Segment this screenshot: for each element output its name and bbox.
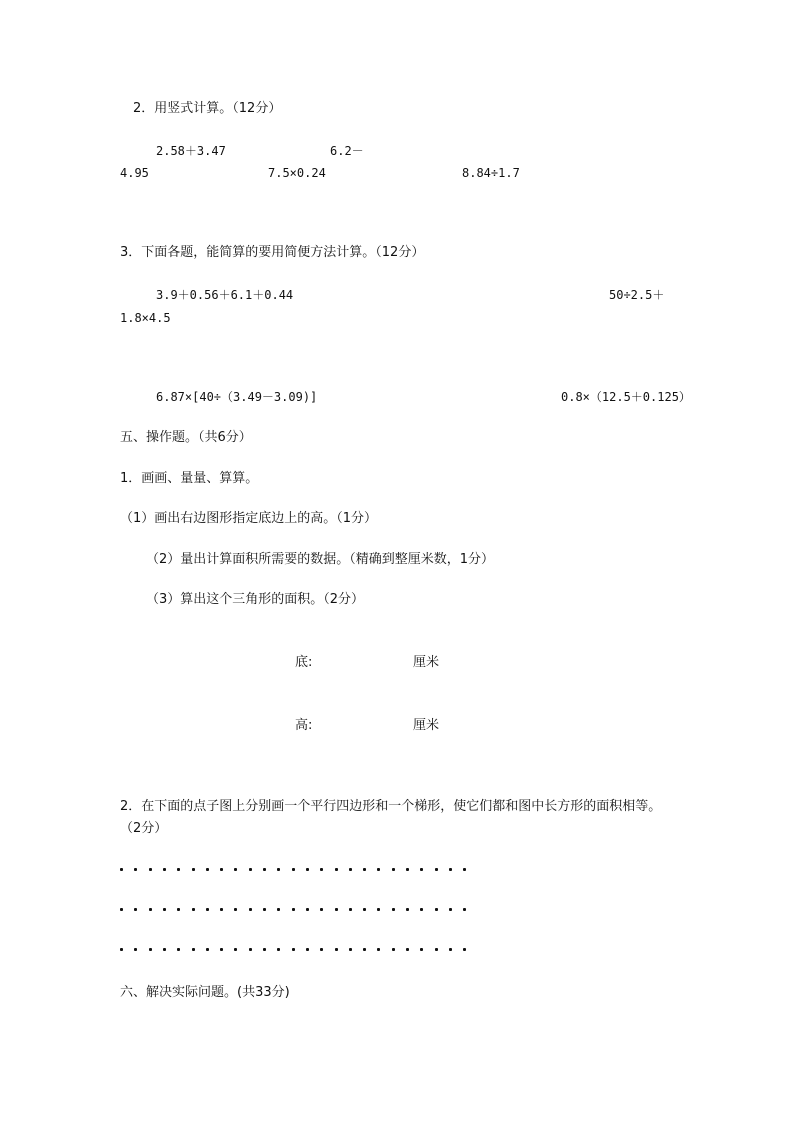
height-unit: 厘米 xyxy=(413,718,440,733)
grid-dot xyxy=(306,868,309,871)
q2-expr-2-end: 4.95 xyxy=(120,166,149,180)
base-unit: 厘米 xyxy=(413,655,440,670)
grid-dot xyxy=(320,868,323,871)
grid-dot xyxy=(406,868,409,871)
grid-dot xyxy=(163,948,166,951)
grid-dot xyxy=(420,908,423,911)
grid-dot xyxy=(377,908,380,911)
q3-expr-2-end: 1.8×4.5 xyxy=(120,311,171,325)
grid-dot xyxy=(277,948,280,951)
grid-dot xyxy=(134,868,137,871)
grid-dot xyxy=(463,868,466,871)
s5-q2-line-1: 2．在下面的点子图上分别画一个平行四边形和一个梯形，使它们都和图中长方形的面积相等。 xyxy=(120,799,662,814)
grid-dot xyxy=(349,948,352,951)
section-5-title: 五、操作题。（共6分） xyxy=(120,430,252,445)
s5-q1-part-3: （3）算出这个三角形的面积。（2分） xyxy=(146,592,365,607)
q2-expr-3: 7.5×0.24 xyxy=(268,166,326,180)
grid-dot xyxy=(406,948,409,951)
grid-dot xyxy=(249,868,252,871)
s5-q2-line-2: （2分） xyxy=(120,821,168,836)
grid-dot xyxy=(177,908,180,911)
q2-title: 2．用竖式计算。（12分） xyxy=(133,101,282,116)
dot-row xyxy=(120,866,466,872)
grid-dot xyxy=(363,908,366,911)
grid-dot xyxy=(263,868,266,871)
grid-dot xyxy=(134,948,137,951)
section-6-title: 六、解决实际问题。(共33分) xyxy=(120,985,290,1000)
dot-row xyxy=(120,946,466,952)
grid-dot xyxy=(192,948,195,951)
grid-dot xyxy=(320,948,323,951)
grid-dot xyxy=(120,908,123,911)
grid-dot xyxy=(335,868,338,871)
grid-dot xyxy=(263,908,266,911)
grid-dot xyxy=(149,908,152,911)
grid-dot xyxy=(192,908,195,911)
s5-q1-title: 1．画画、量量、算算。 xyxy=(120,471,259,486)
grid-dot xyxy=(163,908,166,911)
grid-dot xyxy=(292,948,295,951)
q3-expr-1: 3.9＋0.56＋6.1＋0.44 xyxy=(156,288,294,302)
grid-dot xyxy=(263,948,266,951)
grid-dot xyxy=(435,908,438,911)
grid-dot xyxy=(449,908,452,911)
grid-dot xyxy=(449,868,452,871)
grid-dot xyxy=(220,948,223,951)
grid-dot xyxy=(234,908,237,911)
grid-dot xyxy=(406,908,409,911)
grid-dot xyxy=(349,908,352,911)
grid-dot xyxy=(177,948,180,951)
grid-dot xyxy=(349,868,352,871)
base-label: 底: xyxy=(295,655,313,670)
grid-dot xyxy=(335,908,338,911)
grid-dot xyxy=(149,948,152,951)
grid-dot xyxy=(420,868,423,871)
grid-dot xyxy=(306,908,309,911)
grid-dot xyxy=(234,868,237,871)
s5-q1-part-2: （2）量出计算面积所需要的数据。（精确到整厘米数，1分） xyxy=(146,552,495,567)
q3-title: 3．下面各题，能简算的要用简便方法计算。（12分） xyxy=(120,245,425,260)
grid-dot xyxy=(292,868,295,871)
grid-dot xyxy=(392,908,395,911)
grid-dot xyxy=(206,948,209,951)
q2-expr-4: 8.84÷1.7 xyxy=(462,166,520,180)
grid-dot xyxy=(392,868,395,871)
grid-dot xyxy=(449,948,452,951)
grid-dot xyxy=(234,948,237,951)
grid-dot xyxy=(192,868,195,871)
grid-dot xyxy=(377,868,380,871)
grid-dot xyxy=(363,868,366,871)
grid-dot xyxy=(363,948,366,951)
grid-dot xyxy=(435,948,438,951)
grid-dot xyxy=(392,948,395,951)
grid-dot xyxy=(249,908,252,911)
grid-dot xyxy=(120,948,123,951)
height-label: 高: xyxy=(295,718,313,733)
grid-dot xyxy=(335,948,338,951)
grid-dot xyxy=(149,868,152,871)
grid-dot xyxy=(306,948,309,951)
grid-dot xyxy=(220,868,223,871)
grid-dot xyxy=(435,868,438,871)
dot-row xyxy=(120,906,466,912)
grid-dot xyxy=(292,908,295,911)
grid-dot xyxy=(420,948,423,951)
q2-expr-1: 2.58＋3.47 xyxy=(156,144,226,158)
grid-dot xyxy=(249,948,252,951)
grid-dot xyxy=(120,868,123,871)
grid-dot xyxy=(463,908,466,911)
grid-dot xyxy=(220,908,223,911)
grid-dot xyxy=(206,908,209,911)
grid-dot xyxy=(277,908,280,911)
grid-dot xyxy=(163,868,166,871)
q3-expr-2-start: 50÷2.5＋ xyxy=(609,288,665,302)
grid-dot xyxy=(134,908,137,911)
q3-expr-3: 6.87×[40÷（3.49－3.09)] xyxy=(156,390,318,404)
grid-dot xyxy=(463,948,466,951)
grid-dot xyxy=(206,868,209,871)
grid-dot xyxy=(320,908,323,911)
q3-expr-4: 0.8×（12.5＋0.125） xyxy=(561,390,691,404)
s5-q1-part-1: （1）画出右边图形指定底边上的高。（1分） xyxy=(120,511,378,526)
grid-dot xyxy=(377,948,380,951)
q2-expr-2-start: 6.2－ xyxy=(330,144,364,158)
grid-dot xyxy=(277,868,280,871)
grid-dot xyxy=(177,868,180,871)
